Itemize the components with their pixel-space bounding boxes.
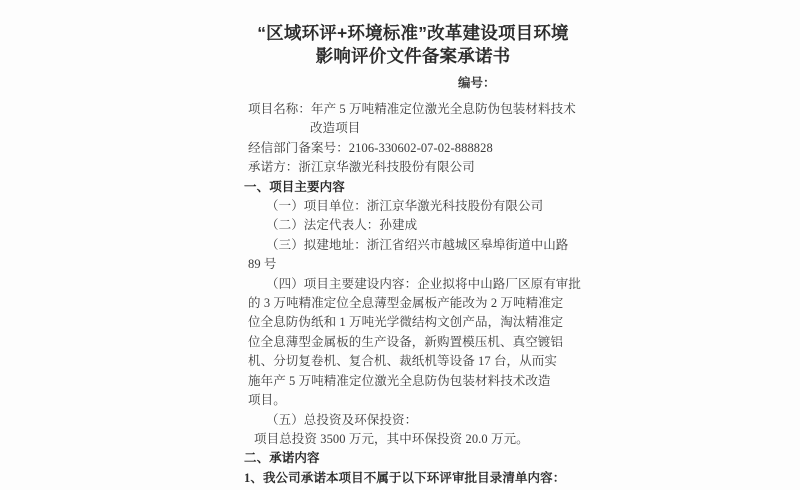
document-title bbox=[248, 22, 578, 68]
document-content bbox=[244, 22, 582, 488]
document-title-line1: “区域环评+环境标准”改革建设项目环境 bbox=[257, 23, 569, 43]
section-2-heading: 二、承诺内容 bbox=[244, 451, 320, 466]
record-number-field: 经信部门备案号：2106-330602-07-02-888828 bbox=[248, 140, 493, 155]
project-name-field-wrap: 改造项目 bbox=[310, 121, 361, 136]
project-name-field: 项目名称：年产 5 万吨精准定位激光全息防伪包装材料技术 bbox=[248, 102, 576, 116]
item-legal-representative: （二）法定代表人：孙建成 bbox=[266, 218, 418, 233]
promisor-field: 承诺方：浙江京华激光科技股份有限公司 bbox=[248, 160, 475, 175]
document-body bbox=[244, 100, 582, 488]
item-address-wrap: 89 号 bbox=[248, 257, 277, 272]
commitment-item-1: 1、我公司承诺本项目不属于以下环评审批目录清单内容： bbox=[244, 470, 566, 485]
item-construction-content: （四）项目主要建设内容：企业拟将中山路厂区原有审批 bbox=[266, 276, 582, 291]
investment-amount-line: 项目总投资 3500 万元，其中环保投资 20.0 万元。 bbox=[254, 431, 529, 446]
construction-content-line: 机、分切复卷机、复合机、裁纸机等设备 17 台，从而实 bbox=[248, 354, 557, 369]
item-total-investment: （五）总投资及环保投资： bbox=[266, 412, 418, 427]
construction-content-line: 施年产 5 万吨精准定位激光全息防伪包装材料技术改造 bbox=[248, 373, 551, 388]
item-proposed-address: （三）拟建地址：浙江省绍兴市越城区皋埠街道中山路 bbox=[266, 237, 569, 252]
construction-content-line: 位全息薄型金属板的生产设备，新购置模压机、真空镀铝 bbox=[248, 334, 564, 349]
document-title-line2: 影响评价文件备案承诺书 bbox=[315, 46, 511, 66]
serial-number-label: 编号： bbox=[458, 76, 496, 90]
construction-content-line: 的 3 万吨精准定位全息薄型金属板产能改为 2 万吨精准定 bbox=[248, 296, 564, 311]
construction-content-line: 位全息防伪纸和 1 万吨光学微结构文创产品，淘汰精准定 bbox=[248, 315, 564, 330]
section-1-heading: 一、项目主要内容 bbox=[244, 179, 345, 194]
item-project-unit: （一）项目单位：浙江京华激光科技股份有限公司 bbox=[266, 199, 544, 214]
construction-content-line: 项目。 bbox=[248, 393, 286, 408]
